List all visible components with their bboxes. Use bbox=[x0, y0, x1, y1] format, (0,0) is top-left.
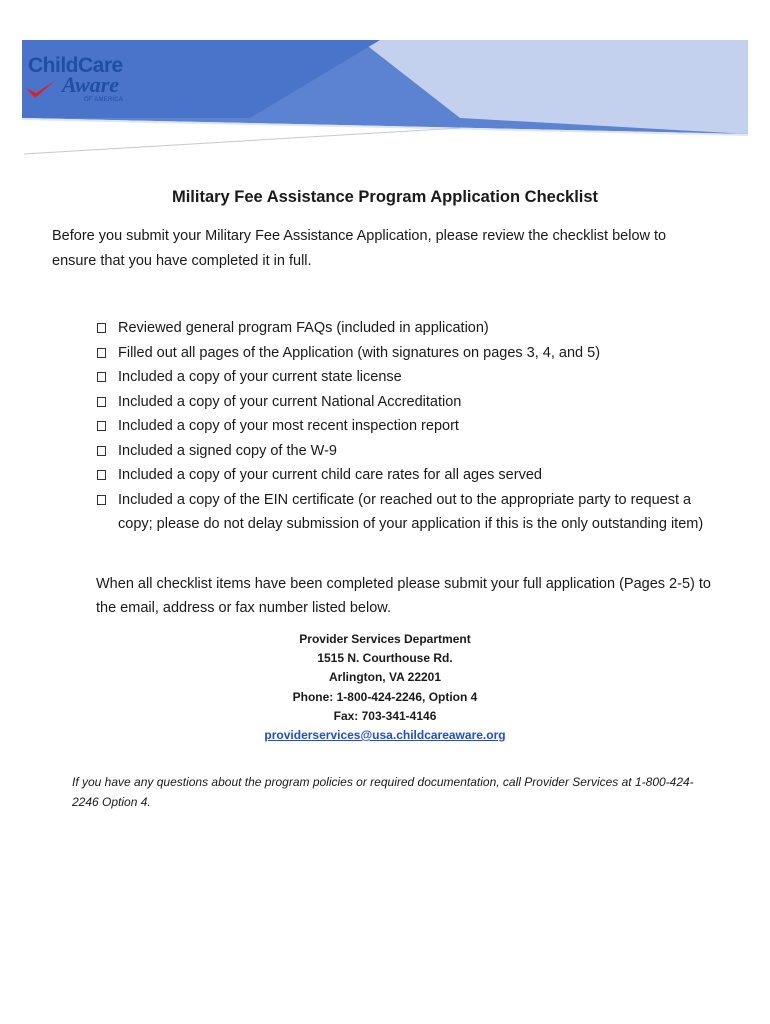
contact-city: Arlington, VA 22201 bbox=[328, 670, 442, 685]
logo-line-1: ChildCare bbox=[28, 54, 123, 77]
checkmark-icon bbox=[24, 78, 58, 102]
contact-department: Provider Services Department bbox=[299, 632, 471, 646]
checklist-item-label: Included a copy of your current National Accreditation bbox=[118, 393, 462, 410]
checkbox-icon[interactable] bbox=[97, 470, 106, 480]
application-checklist bbox=[96, 316, 716, 537]
footer-note: If you have any questions about the program policies or required documentation, call Provider Services at 1-800-424-2246 Option 4. bbox=[72, 775, 694, 809]
childcare-aware-logo bbox=[22, 52, 132, 110]
checklist-item-label: Reviewed general program FAQs (included in application) bbox=[118, 320, 489, 336]
intro-paragraph: Before you submit your Military Fee Assistance Application, please review the checklist below to ensure that you have completed it in full. bbox=[52, 228, 667, 269]
checklist-item-label: Included a signed copy of the W-9 bbox=[118, 442, 337, 459]
checklist-item-label: Included a copy of your current state license bbox=[118, 369, 402, 385]
checkbox-icon[interactable] bbox=[97, 397, 106, 407]
checklist-item bbox=[96, 365, 716, 390]
checklist-item bbox=[96, 390, 716, 415]
contact-fax: Fax: 703-341-4146 bbox=[333, 708, 437, 723]
checkbox-icon[interactable] bbox=[97, 348, 106, 358]
page-title: Military Fee Assistance Program Application Checklist bbox=[171, 188, 599, 206]
checklist-item-label: Included a copy of your current child care rates for all ages served bbox=[118, 467, 542, 483]
contact-block bbox=[0, 630, 770, 745]
checklist-item bbox=[96, 414, 716, 439]
submission-instructions: When all checklist items have been completed please submit your full application (Pages 2-5) to the email, address or fax number listed below. bbox=[96, 576, 711, 616]
logo-line-3: OF AMERICA bbox=[84, 97, 124, 103]
checklist-item bbox=[96, 316, 716, 341]
checklist-item bbox=[96, 488, 716, 537]
contact-email-link[interactable]: providerservices@usa.childcareaware.org bbox=[264, 728, 506, 743]
checkbox-icon[interactable] bbox=[97, 446, 106, 456]
checklist-item-label: Included a copy of the EIN certificate (or reached out to the appropriate party to request a copy; please do not delay submission of your application if this is the only outstanding item) bbox=[118, 491, 704, 532]
checklist-item-label: Filled out all pages of the Application (with signatures on pages 3, 4, and 5) bbox=[118, 344, 601, 361]
checklist-item bbox=[96, 463, 716, 488]
checkbox-icon[interactable] bbox=[97, 323, 106, 333]
logo-line-2: Aware bbox=[62, 72, 120, 97]
contact-phone: Phone: 1-800-424-2246, Option 4 bbox=[292, 689, 478, 704]
checklist-item bbox=[96, 439, 716, 464]
checkbox-icon[interactable] bbox=[97, 372, 106, 382]
checkbox-icon[interactable] bbox=[97, 495, 106, 505]
contact-street: 1515 N. Courthouse Rd. bbox=[317, 651, 453, 666]
checklist-item bbox=[96, 341, 716, 366]
checkbox-icon[interactable] bbox=[97, 421, 106, 431]
checklist-item-label: Included a copy of your most recent inspection report bbox=[118, 418, 459, 434]
